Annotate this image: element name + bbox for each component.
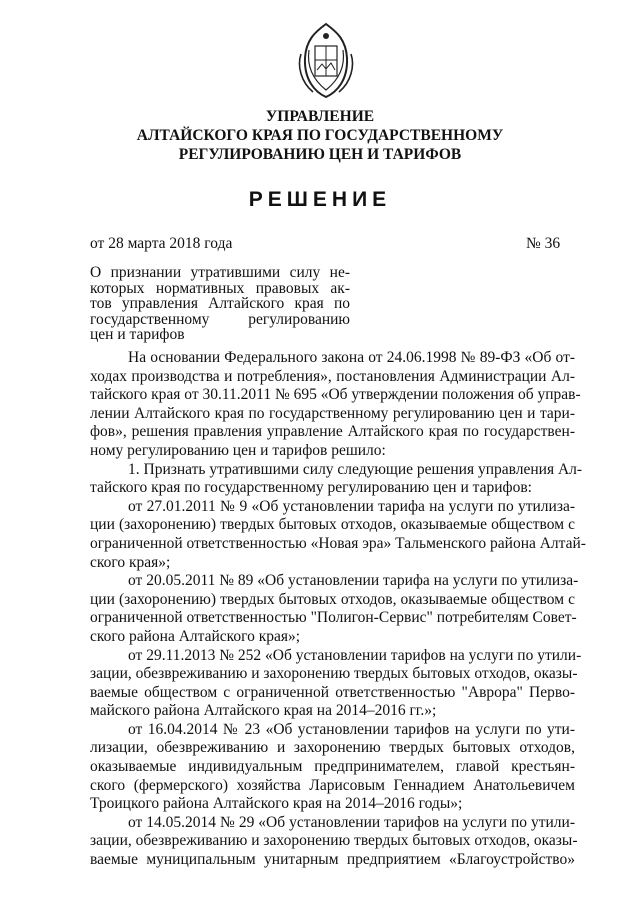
body-line: тайского края от 30.11.2011 № 695 «Об утверждении положения об управ- [90, 386, 581, 404]
body-line: от 20.05.2011 № 89 «Об установлении тарифа на услуги по утилиза- [128, 572, 579, 590]
body-line: лении Алтайского края по государственному регулированию цен и тари- [90, 404, 575, 422]
subject-line: тов управления Алтайского края по [90, 295, 350, 312]
body-line: тайского края по государственному регулированию цен и тарифов: [90, 479, 532, 497]
body-line: 1. Признать утратившими силу следующие решения управления Ал- [128, 460, 583, 478]
body-line: от 14.05.2014 № 29 «Об установлении тарифов на услуги по утили- [128, 813, 575, 831]
body-line: от 27.01.2011 № 9 «Об установлении тарифа на услуги по утилиза- [128, 497, 575, 515]
body-line: ходах производства и потребления», постановления Администрации Ал- [90, 367, 575, 385]
body-line: зации, обезвреживанию и захоронению твердых бытовых отходов, оказы- [90, 832, 578, 850]
body-line: На основании Федерального закона от 24.06.1998 № 89-ФЗ «Об от- [128, 349, 575, 366]
body-line: ваемые обществом с ограниченной ответственностью "Аврора" Перво- [90, 683, 575, 701]
organization-line: РЕГУЛИРОВАНИЮ ЦЕН И ТАРИФОВ [178, 146, 462, 163]
subject-line: О признании утратившими силу не- [90, 264, 350, 281]
subject-line: которых нормативных правовых ак- [90, 279, 350, 297]
body-line: ваемые муниципальным унитарным предприятием «Благоустройство» [90, 851, 575, 869]
body-line: от 16.04.2014 № 23 «Об установлении тарифов на услуги по ути- [128, 720, 575, 738]
document-body [90, 349, 586, 870]
body-line: зации, обезвреживанию и захоронению твердых бытовых отходов, оказы- [90, 665, 578, 683]
body-line: ограниченной ответственностью «Новая эра» Тальменского района Алтай- [90, 534, 586, 552]
body-line: ции (захоронению) твердых бытовых отходов, оказываемые обществом с [90, 516, 575, 534]
body-line: ции (захоронению) твердых бытовых отходов, оказываемые обществом с [90, 590, 575, 608]
body-line: ному регулированию цен и тарифов решило: [90, 441, 386, 459]
body-line: майского района Алтайского края на 2014–2016 гг.»; [90, 702, 437, 720]
body-line: ского района Алтайского края»; [90, 627, 301, 645]
document-number: № 36 [526, 235, 561, 252]
subject-line: цен и тарифов [90, 326, 185, 343]
coat-of-arms-emblem [293, 20, 359, 100]
document-subject [90, 265, 350, 343]
body-line: лизации, обезвреживанию и захоронению твердых бытовых отходов, [90, 739, 575, 757]
body-line: ского (фермерского) хозяйства Ларисовым Геннадием Анатольевичем [90, 776, 575, 794]
body-line: ограниченной ответственностью "Полигон-Сервис" потребителям Совет- [90, 609, 577, 627]
document-date: от 28 марта 2018 года [90, 235, 233, 252]
organization-line: УПРАВЛЕНИЕ [265, 108, 375, 125]
body-line: Троицкого района Алтайского края на 2014–2016 годы»; [90, 795, 463, 813]
organization-name [0, 107, 640, 164]
document-title: РЕШЕНИЕ [248, 188, 392, 211]
body-line: ского края»; [90, 553, 171, 571]
body-line: от 29.11.2013 № 252 «Об установлении тарифов на услуги по утили- [128, 646, 582, 664]
body-line: оказываемые индивидуальным предпринимателем, главой крестьян- [90, 758, 575, 776]
organization-line: АЛТАЙСКОГО КРАЯ ПО ГОСУДАРСТВЕННОМУ [136, 127, 504, 144]
body-line: фов», решения правления управление Алтайского края по государствен- [90, 423, 575, 441]
subject-line: государственному регулированию [90, 310, 350, 328]
